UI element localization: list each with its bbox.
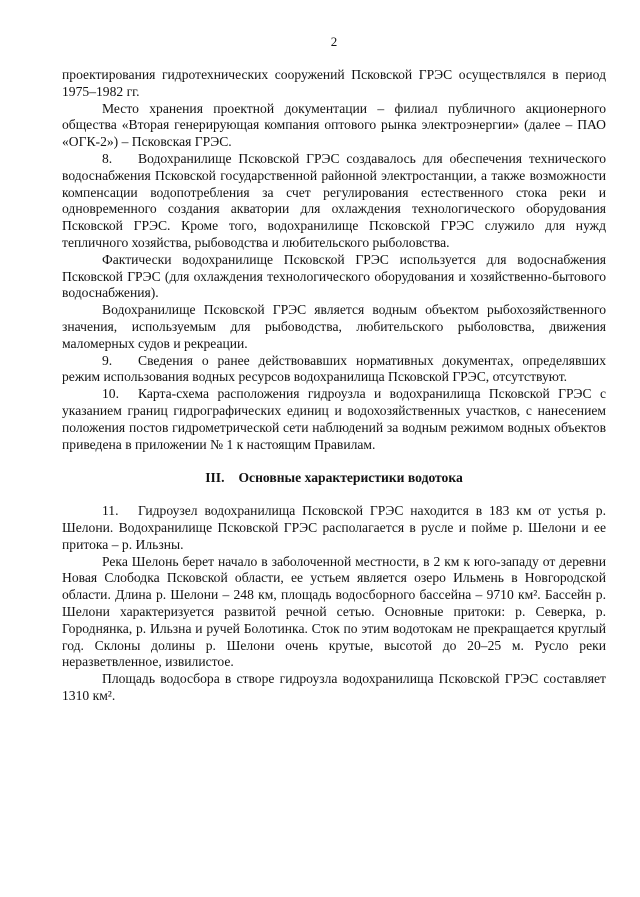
paragraph-item-10 — [62, 386, 606, 453]
paragraph-text: Река Шелонь берет начало в заболоченной местности, в 2 км к юго-западу от деревни Новая Слободка Псковской области, ее устьем является озеро Ильмень в Новгородской области. Длина р. Шелони – 248 км, площадь водосборного бассейна – 9710 км². Бассейн р. Шелони характеризуется развитой речной сетью. Основные притоки: р. Северка, р. Городнянка, р. Ильзна и ручей Болотинка. Сток по этим водотокам не прекращается круглый год. Склоны долины р. Шелони очень крутые, высотой до 20–25 м. Русло реки неразветвленное, извилистое. — [62, 553, 606, 670]
paragraph — [62, 671, 606, 705]
page-number: 2 — [330, 34, 338, 49]
paragraph-text: проектирования гидротехнических сооружений Псковской ГРЭС осуществлялся в период 1975–1982 гг. — [62, 67, 606, 99]
paragraph-text: Водохранилище Псковской ГРЭС создавалось для обеспечения технического водоснабжения Псковской государственной районной электростанции, а также возможности компенсации водопотребления за счет регулирования естественного стока реки и одновременного создания акватории для охлаждения технологического оборудования Псковской ГРЭС. Кроме того, водохранилище Псковской ГРЭС служило для нужд тепличного хозяйства, рыбоводства и любительского рыболовства. — [62, 150, 606, 250]
section-title: Основные характеристики водотока — [238, 470, 463, 486]
paragraph-text: Гидроузел водохранилища Псковской ГРЭС находится в 183 км от устья р. Шелони. Водохранилище Псковской ГРЭС располагается в русле и пойме р. Шелони и ее притока – р. Ильзны. — [62, 503, 606, 552]
item-number: 9. — [102, 352, 113, 368]
section-number: III. — [205, 470, 225, 486]
paragraph-text: Площадь водосбора в створе гидроузла водохранилища Псковской ГРЭС составляет 1310 км². — [62, 671, 606, 703]
item-number: 11. — [102, 503, 119, 519]
paragraph-text: Карта-схема расположения гидроузла и водохранилища Псковской ГРЭС с указанием границ гидрографических единиц и водохозяйственных участков, с нанесением положения постов гидрометрической сети наблюдений за водным режимом водных объектов приведена в приложении № 1 к настоящим Правилам. — [62, 386, 606, 452]
paragraph-text: Сведения о ранее действовавших нормативных документах, определявших режим использования водных ресурсов водохранилища Псковской ГРЭС, отсутствуют. — [62, 352, 606, 385]
paragraph-text: Место хранения проектной документации – филиал публичного акционерного общества «Вторая генерирующая компания оптового рынка электроэнергии» (далее – ПАО «ОГК-2») – Псковская ГРЭС. — [62, 100, 606, 150]
paragraph-text: Фактически водохранилище Псковской ГРЭС используется для водоснабжения Псковской ГРЭС (для охлаждения технологического оборудования и хозяйственно-бытового водоснабжения). — [62, 251, 606, 301]
paragraph — [62, 101, 606, 151]
paragraph-item-9 — [62, 353, 606, 387]
paragraphs-before — [62, 67, 606, 453]
paragraph-text: Водохранилище Псковской ГРЭС является водным объектом рыбохозяйственного значения, используемым для рыбоводства, любительского рыболовства, движения маломерных судов и рекреации. — [62, 302, 606, 351]
paragraph — [62, 252, 606, 302]
paragraph-item-11 — [62, 503, 606, 553]
paragraph-item-8 — [62, 151, 606, 252]
item-number: 10. — [102, 386, 119, 402]
paragraph — [62, 302, 606, 352]
paragraph — [62, 554, 606, 672]
paragraph — [62, 67, 606, 101]
paragraphs-after — [62, 503, 606, 705]
item-number: 8. — [102, 150, 113, 166]
section-heading — [62, 470, 606, 487]
